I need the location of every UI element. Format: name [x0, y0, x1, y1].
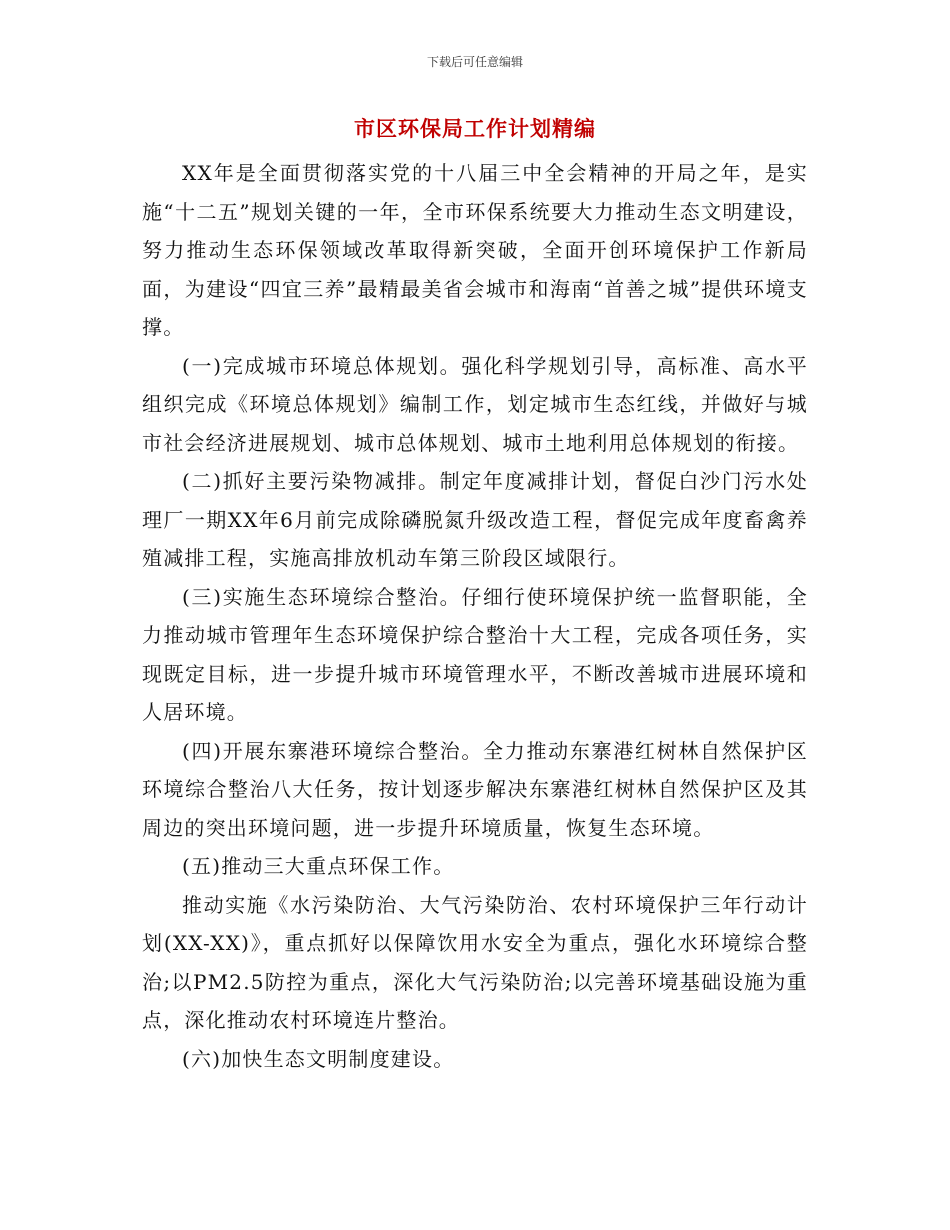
paragraph-item-6: (六)加快生态文明制度建设。 [182, 1046, 455, 1071]
paragraph-item-5-detail: 推动实施《水污染防治、大气污染防治、农村环境保护三年行动计划(XX-XX)》，重点抓好以保障饮用水安全为重点，强化水环境综合整治;以PM2.5防控为重点，深化大气污染防治;以完善环境基础设施为重点，深化推动农村环境连片整治。 [142, 892, 808, 1032]
paragraph-item-1: (一)完成城市环境总体规划。强化科学规划引导，高标准、高水平组织完成《环境总体规划》编制工作，划定城市生态红线，并做好与城市社会经济进展规划、城市总体规划、城市土地利用总体规划的衔接。 [142, 353, 808, 455]
document-title: 市区环保局工作计划精编 [354, 117, 596, 141]
paragraph-item-5: (五)推动三大重点环保工作。 [182, 854, 455, 878]
document-body [142, 154, 808, 1078]
paragraph-intro: XX年是全面贯彻落实党的十八届三中全会精神的开局之年，是实施“十二五”规划关键的一年，全市环保系统要大力推动生态文明建设，努力推动生态环保领域改革取得新突破，全面开创环境保护工作新局面，为建设“四宜三养”最精最美省会城市和海南“首善之城”提供环境支撑。 [142, 161, 808, 339]
paragraph-item-2: (二)抓好主要污染物减排。制定年度减排计划，督促白沙门污水处理厂一期XX年6月前完成除磷脱氮升级改造工程，督促完成年度畜禽养殖减排工程，实施高排放机动车第三阶段区域限行。 [142, 469, 808, 570]
paragraph-item-3: (三)实施生态环境综合整治。仔细行使环境保护统一监督职能，全力推动城市管理年生态环境保护综合整治十大工程，完成各项任务，实现既定目标，进一步提升城市环境管理水平，不断改善城市进展环境和人居环境。 [142, 584, 808, 724]
paragraph-item-4: (四)开展东寨港环境综合整治。全力推动东寨港红树林自然保护区环境综合整治八大任务，按计划逐步解决东寨港红树林自然保护区及其周边的突出环境问题，进一步提升环境质量，恢复生态环境。 [142, 738, 808, 840]
header-note: 下载后可任意编辑 [426, 55, 523, 69]
